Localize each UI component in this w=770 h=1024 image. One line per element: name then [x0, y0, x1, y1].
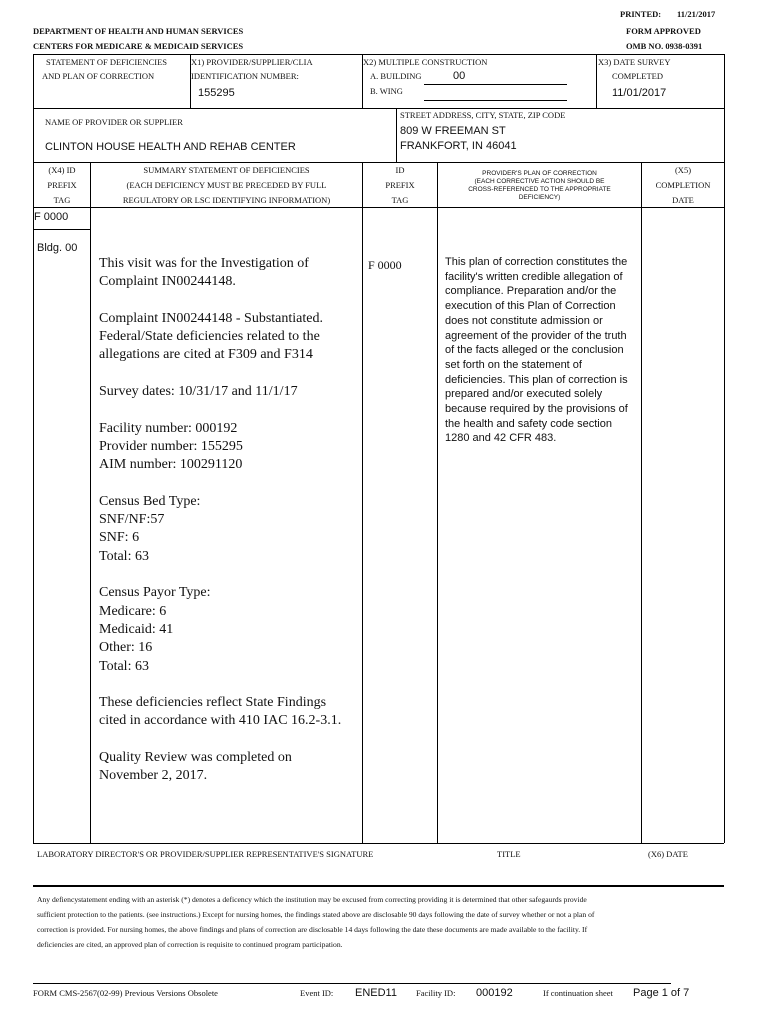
street-address: 809 W FREEMAN ST [400, 125, 506, 137]
x5-header-2: COMPLETION [655, 180, 711, 190]
form-number: FORM CMS-2567(02-99) Previous Versions Obsolete [33, 988, 218, 998]
deficiency-notice: Any defiencystatement ending with an asterisk (*) denotes a deficency which the institution may be excused from correcting providing it is determined that other safegaurds provide sufficient protection to the patients. (see instructions.) Except for nursing homes, the findings stated above are disclosable 90 days following the date of survey whether or not a plan of correction is provided. For nursing homes, the above findings and plans of correction are disclosable 14 days following the date these documents are made available to the facility. If deficiencies are cited, an approved plan of correction is requisite to continued program participation. [37, 895, 595, 949]
col-divider-4 [641, 162, 642, 843]
col-divider-3 [437, 162, 438, 843]
poc-header-1: PROVIDER'S PLAN OF CORRECTION [482, 170, 597, 177]
printed-label: PRINTED: [620, 9, 662, 19]
census-snf-nf: SNF/NF:57 [99, 512, 165, 528]
summary-para-2: Complaint IN00244148 - Substantiated. Federal/State deficiencies related to the allegations are cited at F309 and F314 [99, 310, 323, 363]
form-approved: FORM APPROVED [626, 26, 701, 36]
footer-top-line [33, 983, 671, 984]
survey-date: 11/01/2017 [612, 87, 667, 99]
summary-statement [99, 255, 354, 804]
address-label: STREET ADDRESS, CITY, STATE, ZIP CODE [400, 110, 566, 120]
id-prefix-tag: F 0000 [368, 258, 402, 272]
building-tag: Bldg. 00 [37, 242, 78, 254]
x1-id-label: IDENTIFICATION NUMBER: [191, 71, 299, 81]
deficiency-tag: F 0000 [34, 211, 69, 223]
wing-label: B. WING [370, 86, 403, 96]
facility-id: 000192 [476, 987, 513, 999]
x5-header-1: (X5) [674, 165, 692, 175]
census-medicaid: Medicaid: 41 [99, 621, 174, 637]
provider-left-border [33, 108, 34, 162]
wing-underline [424, 100, 567, 101]
title-label: TITLE [497, 849, 521, 859]
census-payor-type [99, 584, 354, 675]
poc-header-3: CROSS-REFERENCED TO THE APPROPRIATE [468, 186, 611, 193]
completed-label: COMPLETED [612, 71, 663, 81]
header-row-bottom [33, 207, 724, 208]
census-bed-heading: Census Bed Type: [99, 493, 201, 509]
event-id: ENED11 [355, 987, 397, 999]
provider-box-bottom [33, 162, 724, 163]
x4-header-2: PREFIX [47, 180, 77, 190]
table-right-border [724, 162, 725, 843]
statement-label: STATEMENT OF DEFICIENCIES [46, 57, 168, 67]
top-divider-3 [596, 54, 597, 108]
building-label: A. BUILDING [370, 71, 422, 81]
x2-label: X2) MULTIPLE CONSTRUCTION [363, 57, 488, 67]
omb-number: OMB NO. 0938-0391 [626, 41, 703, 51]
body-bottom [33, 843, 724, 844]
summary-header-3: REGULATORY OR LSC IDENTIFYING INFORMATION) [122, 195, 331, 205]
table-left-border [33, 162, 34, 843]
x6-date-label: (X6) DATE [648, 849, 688, 859]
census-other: Other: 16 [99, 640, 153, 656]
summary-header-1: SUMMARY STATEMENT OF DEFICIENCIES [143, 165, 310, 175]
tag-underline [33, 229, 90, 230]
x5-header-3: DATE [672, 195, 694, 205]
summary-para-8: Quality Review was completed on November 2, 2017. [99, 750, 292, 784]
provider-number: Provider number: 155295 [99, 438, 243, 454]
provider-right-border [724, 108, 725, 162]
x1-label: X1) PROVIDER/SUPPLIER/CLIA [191, 57, 313, 67]
plan-of-correction: This plan of correction constitutes the facility's written credible allegation of compliance. Preparation and/or the execution of this Plan of Correction does not constitute admission or agreement of the provider of the truth of the facts alleged or the conclusion set forth on the statement of deficiencies. This plan of correction is prepared and/or executed solely because required by the provisions of the health and safety code section 1280 and 42 CFR 483. [445, 256, 628, 445]
x4-header-1: (X4) ID [48, 165, 76, 175]
facility-number: Facility number: 000192 [99, 420, 238, 436]
id-header-3: TAG [391, 195, 409, 205]
id-header-1: ID [395, 165, 405, 175]
top-right-border [724, 54, 725, 108]
poc-header-4: DEFICIENCY) [518, 194, 561, 201]
event-id-label: Event ID: [300, 988, 334, 998]
facility-id-label: Facility ID: [416, 988, 456, 998]
continuation-label: If continuation sheet [543, 988, 613, 998]
facility-info [99, 420, 354, 475]
summary-para-1: This visit was for the Investigation of Complaint IN00244148. [99, 256, 309, 290]
x3-label: X3) DATE SURVEY [598, 57, 671, 67]
city-state-zip: FRANKFORT, IN 46041 [400, 140, 517, 152]
census-bed-total: Total: 63 [99, 548, 149, 564]
aim-number: AIM number: 100291120 [99, 457, 243, 473]
department-name: DEPARTMENT OF HEALTH AND HUMAN SERVICES [33, 26, 244, 36]
provider-divider [396, 108, 397, 162]
building-underline [424, 84, 567, 85]
provider-name-label: NAME OF PROVIDER OR SUPPLIER [45, 117, 183, 127]
signature-label: LABORATORY DIRECTOR'S OR PROVIDER/SUPPLIER REPRESENTATIVE'S SIGNATURE [37, 849, 374, 859]
signature-row-bottom [33, 885, 724, 887]
centers-name: CENTERS FOR MEDICARE & MEDICAID SERVICES [33, 41, 244, 51]
top-border [33, 54, 724, 55]
summary-para-7: These deficiencies reflect State Findings cited in accordance with 410 IAC 16.2-3.1. [99, 695, 342, 729]
summary-header-2: (EACH DEFICIENCY MUST BE PRECEDED BY FULL [126, 180, 327, 190]
census-payor-heading: Census Payor Type: [99, 585, 211, 601]
page-number: Page 1 of 7 [633, 987, 690, 999]
census-bed-type [99, 493, 354, 566]
col-divider-2 [362, 162, 363, 843]
poc-header-2: (EACH CORRECTIVE ACTION SHOULD BE [474, 178, 605, 185]
building-value: 00 [453, 70, 466, 82]
top-box-bottom [33, 108, 724, 109]
summary-para-3: Survey dates: 10/31/17 and 11/1/17 [99, 384, 298, 400]
printed-date: 11/21/2017 [677, 9, 716, 19]
plan-label: AND PLAN OF CORRECTION [42, 71, 155, 81]
id-header-2: PREFIX [385, 180, 415, 190]
census-medicare: Medicare: 6 [99, 603, 167, 619]
col-divider-1 [90, 162, 91, 843]
provider-id: 155295 [198, 87, 235, 99]
census-payor-total: Total: 63 [99, 658, 149, 674]
provider-name: CLINTON HOUSE HEALTH AND REHAB CENTER [45, 141, 296, 153]
census-snf: SNF: 6 [99, 530, 140, 546]
top-left-border [33, 54, 34, 108]
x4-header-3: TAG [53, 195, 71, 205]
